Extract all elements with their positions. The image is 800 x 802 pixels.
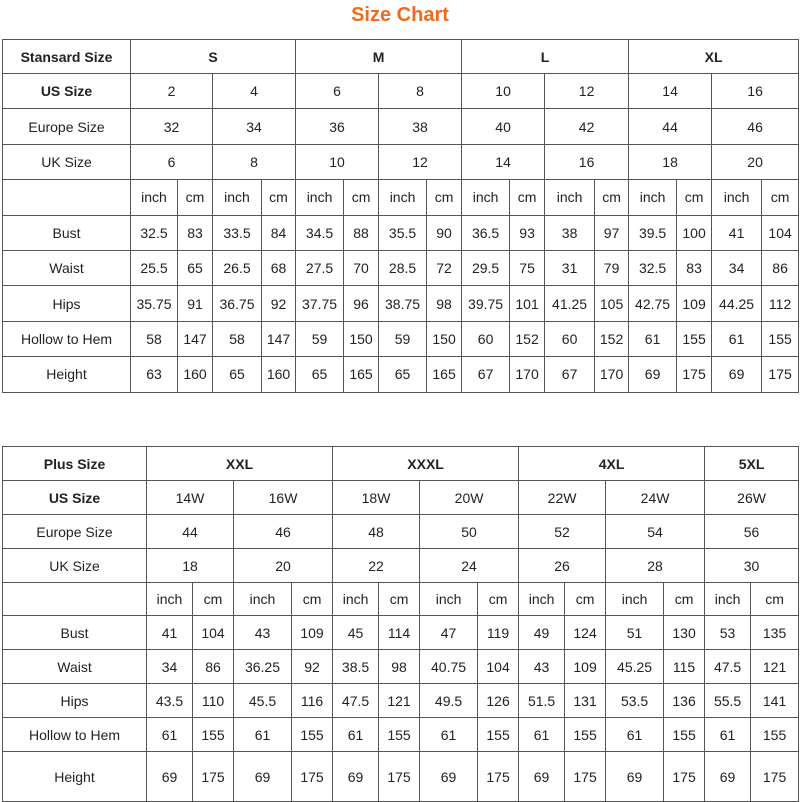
measurement-row — [3, 321, 799, 356]
measurement-value: 121 — [751, 650, 799, 684]
measurement-value: 155 — [379, 718, 420, 752]
measurement-value: 109 — [565, 650, 606, 684]
europe-size-value: 38 — [379, 109, 462, 144]
measurement-value: 88 — [344, 215, 379, 250]
measurement-value: 27.5 — [296, 250, 344, 285]
unit-inch: inch — [333, 583, 379, 616]
measurement-value: 65 — [213, 357, 262, 392]
us-size-row — [3, 74, 799, 109]
measurement-value: 47 — [420, 616, 478, 650]
measurement-value: 104 — [193, 616, 234, 650]
measurement-value: 51 — [606, 616, 664, 650]
europe-size-value: 36 — [296, 109, 379, 144]
measurement-value: 147 — [178, 321, 213, 356]
unit-cm: cm — [565, 583, 606, 616]
measurement-label: Height — [3, 357, 131, 392]
measurement-value: 65 — [379, 357, 427, 392]
uk-size-value: 10 — [296, 144, 379, 179]
measurement-value: 51.5 — [519, 684, 565, 718]
measurement-label: Height — [3, 752, 147, 802]
us-size-label: US Size — [3, 74, 131, 109]
measurement-value: 44.25 — [712, 286, 762, 321]
unit-cm: cm — [344, 180, 379, 215]
europe-size-row — [3, 515, 799, 549]
measurement-value: 83 — [178, 215, 213, 250]
measurement-value: 61 — [234, 718, 292, 752]
size-header-row — [3, 447, 799, 481]
measurement-value: 33.5 — [213, 215, 262, 250]
measurement-value: 37.75 — [296, 286, 344, 321]
measurement-value: 65 — [296, 357, 344, 392]
uk-size-value: 20 — [234, 549, 333, 583]
us-size-value: 24W — [606, 481, 705, 515]
measurement-value: 150 — [427, 321, 462, 356]
us-size-label: US Size — [3, 481, 147, 515]
us-size-value: 10 — [462, 74, 545, 109]
measurement-value: 115 — [664, 650, 705, 684]
measurement-value: 104 — [478, 650, 519, 684]
measurement-value: 155 — [292, 718, 333, 752]
measurement-value: 45.5 — [234, 684, 292, 718]
uk-size-value: 26 — [519, 549, 606, 583]
europe-size-value: 34 — [213, 109, 296, 144]
measurement-row — [3, 215, 799, 250]
measurement-value: 83 — [677, 250, 712, 285]
measurement-value: 86 — [762, 250, 799, 285]
measurement-value: 100 — [677, 215, 712, 250]
measurement-label: Hollow to Hem — [3, 718, 147, 752]
measurement-value: 36.25 — [234, 650, 292, 684]
uk-size-value: 14 — [462, 144, 545, 179]
measurement-value: 160 — [178, 357, 213, 392]
unit-inch: inch — [234, 583, 292, 616]
measurement-value: 41 — [712, 215, 762, 250]
measurement-value: 38.5 — [333, 650, 379, 684]
measurement-value: 43.5 — [147, 684, 193, 718]
europe-size-value: 46 — [712, 109, 799, 144]
measurement-value: 104 — [762, 215, 799, 250]
measurement-label: Waist — [3, 250, 131, 285]
unit-cm: cm — [751, 583, 799, 616]
measurement-row — [3, 684, 799, 718]
measurement-value: 49 — [519, 616, 565, 650]
measurement-value: 175 — [762, 357, 799, 392]
measurement-value: 53.5 — [606, 684, 664, 718]
measurement-value: 155 — [677, 321, 712, 356]
measurement-value: 175 — [677, 357, 712, 392]
europe-size-value: 56 — [705, 515, 799, 549]
measurement-value: 109 — [677, 286, 712, 321]
measurement-value: 114 — [379, 616, 420, 650]
measurement-value: 69 — [420, 752, 478, 802]
measurement-value: 41.25 — [545, 286, 595, 321]
unit-inch: inch — [545, 180, 595, 215]
measurement-value: 61 — [629, 321, 677, 356]
measurement-value: 55.5 — [705, 684, 751, 718]
measurement-value: 155 — [664, 718, 705, 752]
us-size-value: 20W — [420, 481, 519, 515]
measurement-value: 38.75 — [379, 286, 427, 321]
measurement-value: 34 — [712, 250, 762, 285]
europe-size-value: 50 — [420, 515, 519, 549]
measurement-value: 97 — [595, 215, 629, 250]
size-group-label: L — [462, 40, 629, 74]
measurement-value: 67 — [545, 357, 595, 392]
uk-size-label: UK Size — [3, 549, 147, 583]
us-size-value: 16 — [712, 74, 799, 109]
measurement-value: 43 — [234, 616, 292, 650]
measurement-value: 69 — [606, 752, 664, 802]
measurement-value: 98 — [379, 650, 420, 684]
unit-inch: inch — [606, 583, 664, 616]
measurement-value: 110 — [193, 684, 234, 718]
unit-inch: inch — [379, 180, 427, 215]
unit-cm: cm — [193, 583, 234, 616]
measurement-value: 112 — [762, 286, 799, 321]
measurement-value: 170 — [510, 357, 545, 392]
size-group-label: XXXL — [333, 447, 519, 481]
measurement-value: 26.5 — [213, 250, 262, 285]
measurement-value: 75 — [510, 250, 545, 285]
measurement-value: 165 — [427, 357, 462, 392]
measurement-value: 175 — [379, 752, 420, 802]
measurement-value: 141 — [751, 684, 799, 718]
measurement-value: 28.5 — [379, 250, 427, 285]
measurement-value: 116 — [292, 684, 333, 718]
europe-size-label: Europe Size — [3, 109, 131, 144]
measurement-value: 92 — [262, 286, 296, 321]
us-size-value: 12 — [545, 74, 629, 109]
us-size-value: 2 — [131, 74, 213, 109]
uk-size-value: 28 — [606, 549, 705, 583]
unit-cm: cm — [178, 180, 213, 215]
measurement-row — [3, 250, 799, 285]
measurement-value: 119 — [478, 616, 519, 650]
measurement-value: 175 — [478, 752, 519, 802]
measurement-value: 147 — [262, 321, 296, 356]
measurement-value: 70 — [344, 250, 379, 285]
measurement-value: 47.5 — [333, 684, 379, 718]
unit-cm: cm — [379, 583, 420, 616]
measurement-value: 47.5 — [705, 650, 751, 684]
measurement-value: 69 — [705, 752, 751, 802]
measurement-value: 93 — [510, 215, 545, 250]
europe-size-value: 44 — [629, 109, 712, 144]
uk-size-value: 16 — [545, 144, 629, 179]
measurement-value: 170 — [595, 357, 629, 392]
size-group-label: S — [131, 40, 296, 74]
measurement-value: 69 — [333, 752, 379, 802]
measurement-value: 61 — [606, 718, 664, 752]
measurement-value: 175 — [751, 752, 799, 802]
measurement-row — [3, 650, 799, 684]
measurement-value: 38 — [545, 215, 595, 250]
unit-inch: inch — [420, 583, 478, 616]
europe-size-value: 44 — [147, 515, 234, 549]
measurement-value: 91 — [178, 286, 213, 321]
europe-size-value: 40 — [462, 109, 545, 144]
measurement-value: 126 — [478, 684, 519, 718]
measurement-value: 36.75 — [213, 286, 262, 321]
unit-inch: inch — [629, 180, 677, 215]
us-size-value: 18W — [333, 481, 420, 515]
measurement-value: 69 — [147, 752, 193, 802]
standard-size-table — [2, 39, 799, 393]
measurement-label: Hollow to Hem — [3, 321, 131, 356]
size-header-label: Stansard Size — [3, 40, 131, 74]
measurement-value: 40.75 — [420, 650, 478, 684]
unit-inch: inch — [147, 583, 193, 616]
unit-row — [3, 583, 799, 616]
measurement-value: 69 — [712, 357, 762, 392]
plus-size-table — [2, 446, 799, 802]
size-header-label: Plus Size — [3, 447, 147, 481]
measurement-value: 59 — [379, 321, 427, 356]
unit-row-blank — [3, 583, 147, 616]
measurement-value: 45.25 — [606, 650, 664, 684]
measurement-value: 34 — [147, 650, 193, 684]
measurement-value: 61 — [147, 718, 193, 752]
uk-size-value: 20 — [712, 144, 799, 179]
us-size-value: 14W — [147, 481, 234, 515]
measurement-value: 69 — [629, 357, 677, 392]
europe-size-value: 54 — [606, 515, 705, 549]
uk-size-value: 24 — [420, 549, 519, 583]
unit-inch: inch — [213, 180, 262, 215]
unit-cm: cm — [510, 180, 545, 215]
measurement-value: 90 — [427, 215, 462, 250]
measurement-row — [3, 286, 799, 321]
unit-cm: cm — [262, 180, 296, 215]
measurement-value: 34.5 — [296, 215, 344, 250]
measurement-value: 105 — [595, 286, 629, 321]
measurement-value: 69 — [519, 752, 565, 802]
us-size-value: 14 — [629, 74, 712, 109]
measurement-label: Hips — [3, 684, 147, 718]
uk-size-label: UK Size — [3, 144, 131, 179]
measurement-value: 150 — [344, 321, 379, 356]
measurement-value: 175 — [193, 752, 234, 802]
measurement-label: Waist — [3, 650, 147, 684]
measurement-row — [3, 616, 799, 650]
page-title: Size Chart — [351, 4, 449, 26]
measurement-value: 155 — [193, 718, 234, 752]
unit-inch: inch — [462, 180, 510, 215]
measurement-value: 36.5 — [462, 215, 510, 250]
measurement-label: Bust — [3, 215, 131, 250]
measurement-value: 131 — [565, 684, 606, 718]
measurement-label: Hips — [3, 286, 131, 321]
measurement-value: 109 — [292, 616, 333, 650]
us-size-value: 4 — [213, 74, 296, 109]
measurement-value: 60 — [462, 321, 510, 356]
measurement-value: 130 — [664, 616, 705, 650]
uk-size-row — [3, 549, 799, 583]
unit-cm: cm — [292, 583, 333, 616]
measurement-value: 155 — [565, 718, 606, 752]
uk-size-value: 12 — [379, 144, 462, 179]
measurement-value: 61 — [712, 321, 762, 356]
measurement-value: 32.5 — [629, 250, 677, 285]
measurement-value: 31 — [545, 250, 595, 285]
measurement-value: 155 — [751, 718, 799, 752]
europe-size-value: 42 — [545, 109, 629, 144]
unit-cm: cm — [478, 583, 519, 616]
measurement-value: 29.5 — [462, 250, 510, 285]
measurement-value: 86 — [193, 650, 234, 684]
size-group-label: M — [296, 40, 462, 74]
measurement-value: 60 — [545, 321, 595, 356]
unit-row — [3, 180, 799, 215]
unit-row-blank — [3, 180, 131, 215]
measurement-value: 65 — [178, 250, 213, 285]
measurement-value: 39.5 — [629, 215, 677, 250]
measurement-value: 67 — [462, 357, 510, 392]
size-group-label: XL — [629, 40, 799, 74]
measurement-value: 124 — [565, 616, 606, 650]
us-size-value: 16W — [234, 481, 333, 515]
measurement-row — [3, 718, 799, 752]
measurement-value: 42.75 — [629, 286, 677, 321]
measurement-value: 39.75 — [462, 286, 510, 321]
size-group-label: 5XL — [705, 447, 799, 481]
measurement-value: 53 — [705, 616, 751, 650]
measurement-value: 98 — [427, 286, 462, 321]
measurement-value: 61 — [519, 718, 565, 752]
uk-size-value: 22 — [333, 549, 420, 583]
uk-size-row — [3, 144, 799, 179]
measurement-value: 152 — [510, 321, 545, 356]
uk-size-value: 18 — [147, 549, 234, 583]
measurement-value: 49.5 — [420, 684, 478, 718]
size-group-label: XXL — [147, 447, 333, 481]
us-size-value: 26W — [705, 481, 799, 515]
unit-inch: inch — [712, 180, 762, 215]
measurement-value: 135 — [751, 616, 799, 650]
measurement-label: Bust — [3, 616, 147, 650]
measurement-value: 45 — [333, 616, 379, 650]
measurement-value: 72 — [427, 250, 462, 285]
measurement-value: 68 — [262, 250, 296, 285]
measurement-value: 58 — [213, 321, 262, 356]
unit-cm: cm — [595, 180, 629, 215]
measurement-value: 58 — [131, 321, 178, 356]
us-size-value: 8 — [379, 74, 462, 109]
unit-inch: inch — [296, 180, 344, 215]
measurement-value: 61 — [333, 718, 379, 752]
measurement-value: 35.5 — [379, 215, 427, 250]
us-size-value: 6 — [296, 74, 379, 109]
measurement-value: 121 — [379, 684, 420, 718]
europe-size-value: 46 — [234, 515, 333, 549]
europe-size-value: 48 — [333, 515, 420, 549]
measurement-value: 43 — [519, 650, 565, 684]
us-size-row — [3, 481, 799, 515]
measurement-value: 155 — [478, 718, 519, 752]
measurement-value: 175 — [292, 752, 333, 802]
measurement-value: 79 — [595, 250, 629, 285]
size-header-row — [3, 40, 799, 74]
measurement-value: 84 — [262, 215, 296, 250]
uk-size-value: 6 — [131, 144, 213, 179]
unit-inch: inch — [131, 180, 178, 215]
measurement-value: 175 — [664, 752, 705, 802]
uk-size-value: 30 — [705, 549, 799, 583]
measurement-value: 69 — [234, 752, 292, 802]
measurement-value: 101 — [510, 286, 545, 321]
uk-size-value: 18 — [629, 144, 712, 179]
measurement-value: 160 — [262, 357, 296, 392]
measurement-value: 92 — [292, 650, 333, 684]
measurement-value: 165 — [344, 357, 379, 392]
size-group-label: 4XL — [519, 447, 705, 481]
europe-size-label: Europe Size — [3, 515, 147, 549]
unit-cm: cm — [677, 180, 712, 215]
measurement-value: 96 — [344, 286, 379, 321]
measurement-row — [3, 752, 799, 802]
europe-size-value: 52 — [519, 515, 606, 549]
unit-cm: cm — [762, 180, 799, 215]
measurement-row — [3, 357, 799, 392]
measurement-value: 63 — [131, 357, 178, 392]
unit-cm: cm — [664, 583, 705, 616]
measurement-value: 32.5 — [131, 215, 178, 250]
measurement-value: 152 — [595, 321, 629, 356]
uk-size-value: 8 — [213, 144, 296, 179]
unit-inch: inch — [705, 583, 751, 616]
measurement-value: 61 — [705, 718, 751, 752]
measurement-value: 41 — [147, 616, 193, 650]
europe-size-row — [3, 109, 799, 144]
measurement-value: 155 — [762, 321, 799, 356]
us-size-value: 22W — [519, 481, 606, 515]
measurement-value: 35.75 — [131, 286, 178, 321]
measurement-value: 61 — [420, 718, 478, 752]
unit-inch: inch — [519, 583, 565, 616]
measurement-value: 59 — [296, 321, 344, 356]
measurement-value: 175 — [565, 752, 606, 802]
measurement-value: 136 — [664, 684, 705, 718]
europe-size-value: 32 — [131, 109, 213, 144]
unit-cm: cm — [427, 180, 462, 215]
measurement-value: 25.5 — [131, 250, 178, 285]
